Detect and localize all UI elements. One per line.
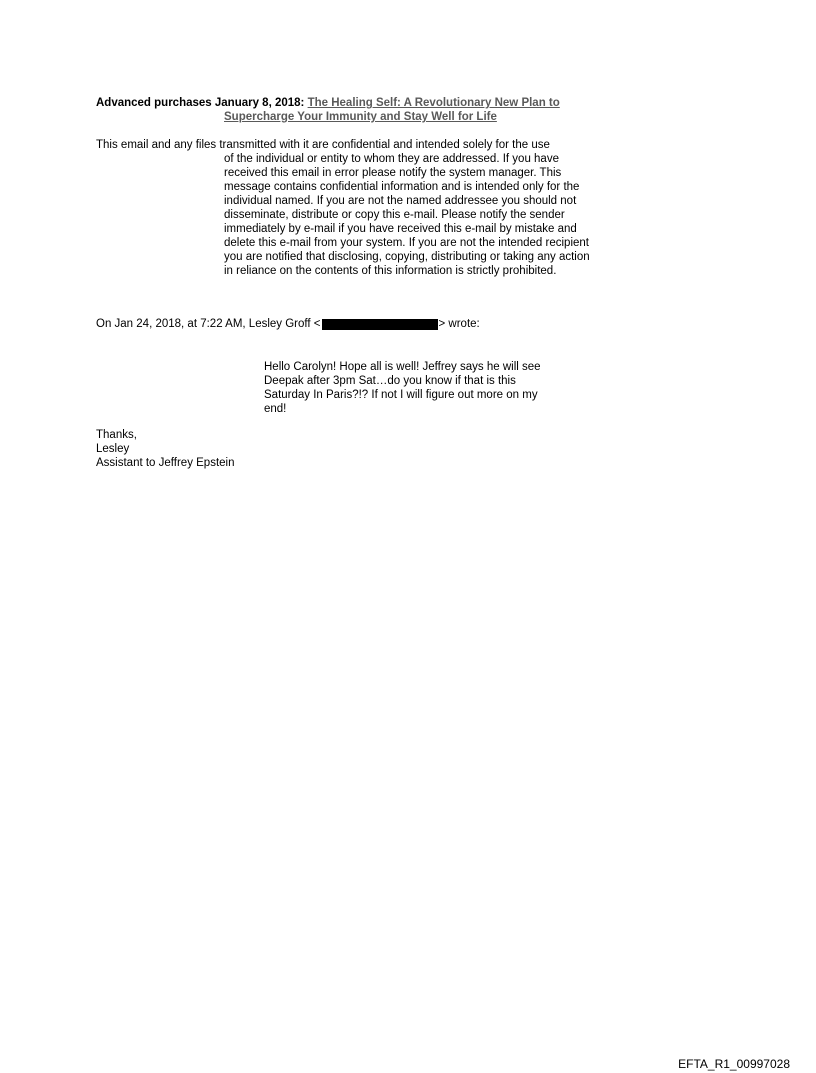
- book-title-link[interactable]: The Healing Self: A Revolutionary New Plan to: [307, 97, 560, 109]
- quote-attribution: [96, 317, 616, 331]
- signature-title: Assistant to Jeffrey Epstein: [96, 457, 235, 469]
- quoted-message-body: Hello Carolyn! Hope all is well! Jeffrey says he will see Deepak after 3pm Sat…do you know if that is this Saturday In Paris?!? If not I will figure out more on my end!: [264, 361, 541, 415]
- confidentiality-body: of the individual or entity to whom they are addressed. If you have received this email in error please notify the system manager. This message contains confidential information and is intended only for the individual named. If you are not the named addressee you should not disseminate, distribute or copy this e-mail. Please notify the sender immediately by e-mail if you have received this e-mail by mistake and delete this e-mail from your system. If you are not the intended recipient you are notified that disclosing, copying, distributing or taking any action in reliance on the contents of this information is strictly prohibited.: [224, 153, 590, 277]
- quote-attribution-suffix: > wrote:: [438, 318, 480, 330]
- advanced-purchases-label: Advanced purchases January 8, 2018:: [96, 97, 305, 109]
- confidentiality-notice: [96, 138, 596, 278]
- signature-name: Lesley: [96, 443, 130, 455]
- header-line: [96, 96, 616, 124]
- signature-thanks: Thanks,: [96, 429, 137, 441]
- redacted-email-block: [322, 319, 438, 330]
- document-id: EFTA_R1_00997028: [678, 1057, 790, 1071]
- book-title-link-continued[interactable]: Supercharge Your Immunity and Stay Well for Life: [224, 111, 497, 123]
- confidentiality-first-line: This email and any files transmitted with it are confidential and intended solely for the use: [96, 139, 550, 151]
- quote-attribution-prefix: On Jan 24, 2018, at 7:22 AM, Lesley Groff <: [96, 318, 321, 330]
- signature-block: [96, 428, 396, 470]
